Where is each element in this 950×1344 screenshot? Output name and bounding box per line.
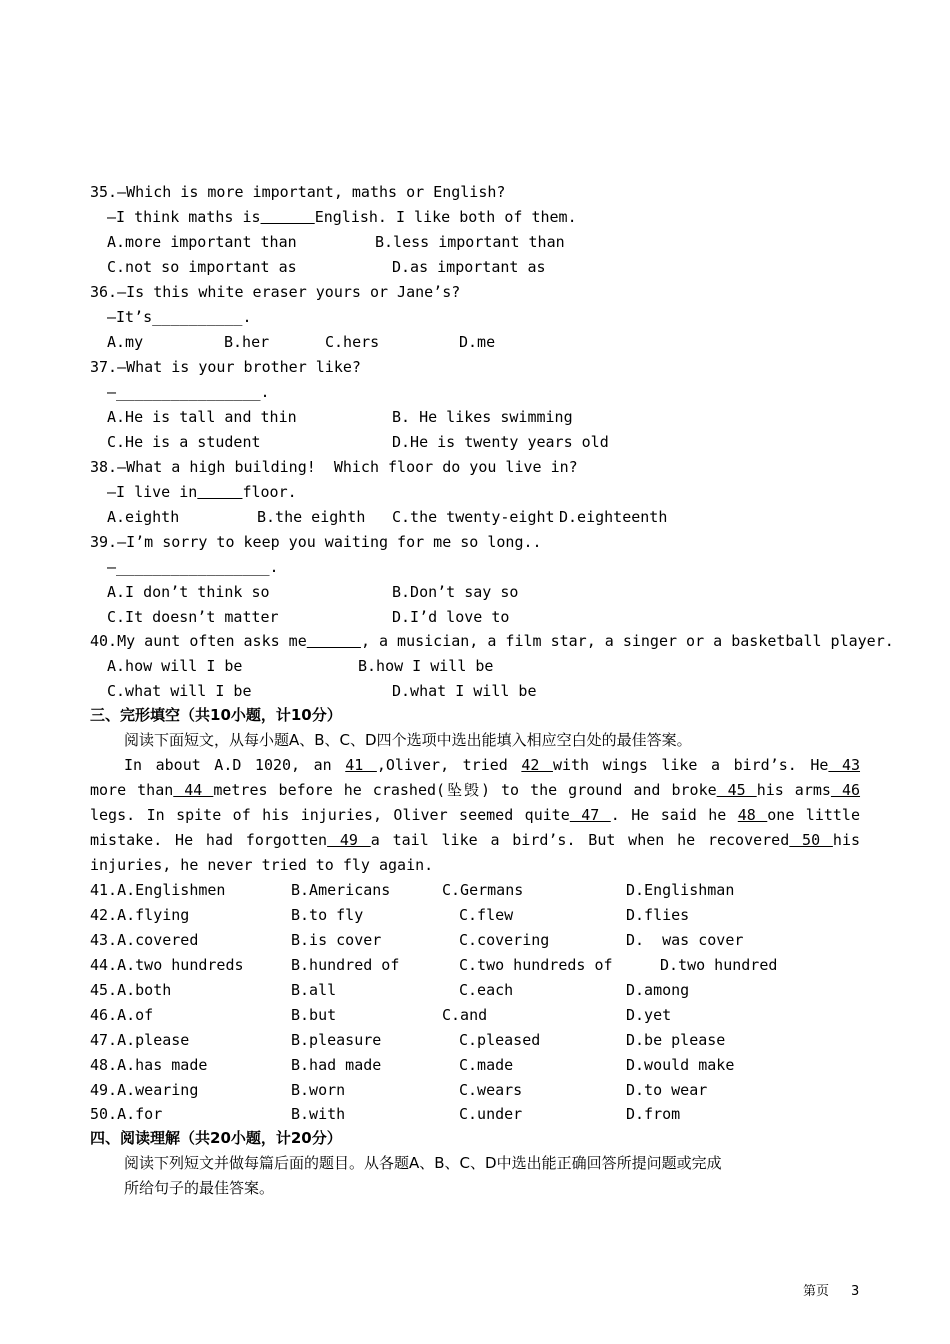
cloze-option-b: B.worn	[291, 1081, 346, 1099]
page-number: 3	[851, 1284, 860, 1299]
q37-reply: —________________.	[107, 383, 270, 401]
section4-instruction-1: 阅读下列短文并做每篇后面的题目。从各题A、B、C、D中选出能正确回答所提问题或完成	[124, 1154, 722, 1172]
cloze-option-d: D.be please	[626, 1031, 726, 1049]
cloze-option-a: 43.A.covered	[90, 931, 199, 949]
cloze-option-b: B.with	[291, 1105, 346, 1123]
cloze-option-a: 46.A.of	[90, 1006, 154, 1024]
section4-heading: 四、阅读理解（共20小题，计20分）	[90, 1129, 342, 1147]
cloze-option-c: C.wears	[459, 1081, 523, 1099]
q35-reply: —I think maths is English. I like both of them.	[107, 208, 577, 226]
q35-option-d: D.as important as	[392, 258, 546, 276]
q36-stem: 36.—Is this white eraser yours or Jane’s?	[90, 283, 461, 301]
cloze-option-c: C.covering	[459, 931, 550, 949]
q39-option-b: B.Don’t say so	[392, 583, 519, 601]
q39-option-c: C.It doesn’t matter	[107, 608, 279, 626]
cloze-option-a: 47.A.please	[90, 1031, 190, 1049]
blank-48: 48	[737, 806, 768, 824]
q40-option-d: D.what I will be	[392, 682, 537, 700]
cloze-option-b: B.but	[291, 1006, 337, 1024]
cloze-option-d: D.Englishman	[626, 881, 735, 899]
cloze-option-a: 41.A.Englishmen	[90, 881, 226, 899]
blank-45: 45	[716, 781, 757, 799]
q40-blank	[307, 632, 361, 650]
q37-option-a: A.He is tall and thin	[107, 408, 297, 426]
cloze-option-d: D.flies	[626, 906, 690, 924]
cloze-option-c: C.made	[459, 1056, 514, 1074]
q38-stem: 38.—What a high building! Which floor do you live in?	[90, 458, 578, 476]
q38-option-d: D.eighteenth	[559, 508, 668, 526]
cloze-option-c: C.pleased	[459, 1031, 541, 1049]
blank-44: 44	[173, 781, 214, 799]
q40-option-b: B.how I will be	[358, 657, 494, 675]
section4-instruction-2: 所给句子的最佳答案。	[124, 1179, 275, 1197]
blank-49: 49	[327, 831, 371, 849]
q36-option-a: A.my	[107, 333, 144, 351]
cloze-option-b: B.had made	[291, 1056, 382, 1074]
cloze-option-b: B.hundred of	[291, 956, 400, 974]
cloze-option-c: C.flew	[459, 906, 514, 924]
passage-line-5: injuries, he never tried to fly again.	[90, 856, 434, 874]
blank-41: 41	[345, 756, 377, 774]
q39-stem: 39.—I’m sorry to keep you waiting for me so long..	[90, 533, 542, 551]
blank-43: 43	[828, 756, 861, 774]
cloze-option-a: 45.A.both	[90, 981, 172, 999]
q35-blank	[261, 208, 315, 226]
q38-option-c: C.the twenty-eight	[392, 508, 555, 526]
cloze-option-c: C.and	[442, 1006, 488, 1024]
passage-line-2: more than 44 metres before he crashed(坠毁) to the ground and broke 45 his arms 46	[90, 781, 861, 799]
cloze-option-b: B.is cover	[291, 931, 382, 949]
cloze-option-d: D.would make	[626, 1056, 735, 1074]
cloze-option-d: D.among	[626, 981, 690, 999]
cloze-option-d: D. was cover	[626, 931, 744, 949]
q35-option-c: C.not so important as	[107, 258, 297, 276]
q38-option-b: B.the eighth	[257, 508, 366, 526]
q36-option-b: B.her	[224, 333, 270, 351]
cloze-option-b: B.all	[291, 981, 337, 999]
q40-option-a: A.how will I be	[107, 657, 243, 675]
q36-blank: __________	[152, 308, 243, 326]
cloze-option-b: B.Americans	[291, 881, 391, 899]
passage-line-3: legs. In spite of his injuries, Oliver seemed quite 47 . He said he 48 one little	[90, 806, 860, 824]
cloze-option-d: D.yet	[626, 1006, 672, 1024]
q40-option-c: C.what will I be	[107, 682, 252, 700]
q39-reply: —_________________.	[107, 558, 279, 576]
q38-blank	[197, 483, 242, 501]
q35-option-b: B.less important than	[375, 233, 565, 251]
section3-heading: 三、完形填空（共10小题，计10分）	[90, 706, 342, 724]
blank-47: 47	[569, 806, 611, 824]
q37-option-b: B. He likes swimming	[392, 408, 573, 426]
q36-option-d: D.me	[459, 333, 496, 351]
page-footer-label: 第页	[803, 1284, 830, 1299]
blank-42: 42	[521, 756, 553, 774]
blank-46: 46	[830, 781, 861, 799]
q37-option-c: C.He is a student	[107, 433, 261, 451]
cloze-option-b: B.to fly	[291, 906, 364, 924]
q36-option-c: C.hers	[325, 333, 380, 351]
q36-reply: —It’s__________.	[107, 308, 252, 326]
q38-option-a: A.eighth	[107, 508, 180, 526]
q37-stem: 37.—What is your brother like?	[90, 358, 361, 376]
cloze-option-d: D.two hundred	[660, 956, 778, 974]
passage-line-4: mistake. He had forgotten 49 a tail like a bird’s. But when he recovered 50 his	[90, 831, 861, 849]
cloze-option-a: 50.A.for	[90, 1105, 163, 1123]
q40-stem: 40.My aunt often asks me , a musician, a film star, a singer or a basketball player.	[90, 632, 894, 650]
q37-option-d: D.He is twenty years old	[392, 433, 609, 451]
q38-reply: —I live in floor.	[107, 483, 297, 501]
cloze-option-b: B.pleasure	[291, 1031, 382, 1049]
q35-stem: 35.—Which is more important, maths or English?	[90, 183, 506, 201]
cloze-option-c: C.two hundreds of	[459, 956, 613, 974]
cloze-option-c: C.each	[459, 981, 514, 999]
passage-line-1: In about A.D 1020, an 41 ,Oliver, tried 42 with wings like a bird’s. He 43	[124, 756, 861, 774]
cloze-option-a: 48.A.has made	[90, 1056, 208, 1074]
cloze-option-a: 44.A.two hundreds	[90, 956, 244, 974]
cloze-option-c: C.Germans	[442, 881, 524, 899]
blank-50: 50	[789, 831, 833, 849]
cloze-option-a: 49.A.wearing	[90, 1081, 199, 1099]
q35-option-a: A.more important than	[107, 233, 297, 251]
cloze-option-a: 42.A.flying	[90, 906, 190, 924]
cloze-option-d: D.to wear	[626, 1081, 708, 1099]
cloze-option-c: C.under	[459, 1105, 523, 1123]
cloze-option-d: D.from	[626, 1105, 681, 1123]
q39-option-d: D.I’d love to	[392, 608, 510, 626]
section3-instruction: 阅读下面短文，从每小题A、B、C、D四个选项中选出能填入相应空白处的最佳答案。	[124, 731, 692, 749]
q39-option-a: A.I don’t think so	[107, 583, 270, 601]
